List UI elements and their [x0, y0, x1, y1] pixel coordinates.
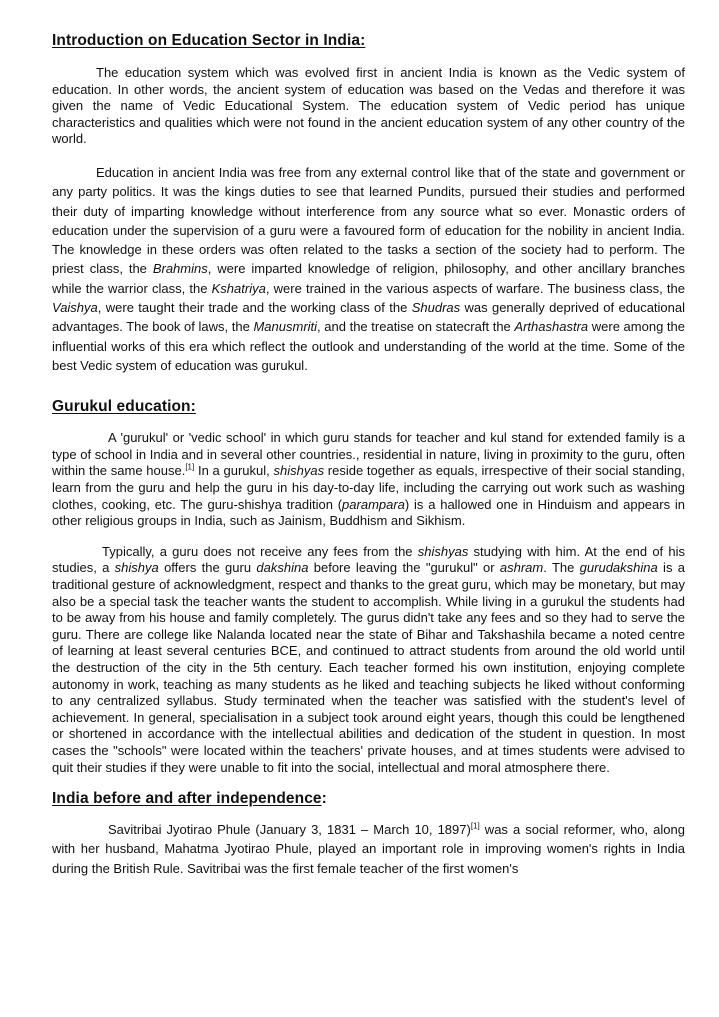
term-parampara: parampara	[342, 496, 405, 512]
term-shudras: Shudras	[411, 300, 461, 316]
text-run: were among the influential works of this era which reflect the outlook and understanding of the world at the time. Some of the best Vedic system of education was gurukul.	[52, 319, 685, 373]
section-heading-gurukul: Gurukul education:	[52, 398, 196, 416]
paragraph-gurukul-definition	[52, 430, 685, 530]
heading-colon: :	[321, 790, 327, 808]
paragraph-guru-fees	[52, 544, 685, 776]
term-shishya: shishya	[114, 560, 159, 576]
text-run: , were imparted knowledge of religion, philosophy, and other ancillary branches while the warrior class, the	[52, 261, 686, 296]
text-run: reside together as equals, irrespective of their social standing, learn from the guru and help the guru in his day-to-day life, including the carrying out work such as washing clothes, cooking, etc. The guru-shishya tradition (	[52, 463, 685, 512]
footnote-ref[interactable]: [1]	[470, 821, 480, 831]
footnote-ref[interactable]: [1]	[185, 463, 195, 473]
text-run: Savitribai Jyotirao Phule (January 3, 1831 – March 10, 1897)	[108, 822, 471, 838]
text-run: was a social reformer, who, along with her husband, Mahatma Jyotirao Phule, played an important role in improving women's rights in India during the British Rule. Savitribai was the first female teacher of the first women's	[52, 822, 685, 876]
text-run: ) is a hallowed one in Hinduism and appears in other religious groups in India, such as Jainism, Buddhism and Sikhism.	[52, 496, 685, 529]
paragraph-vedic-system: The education system which was evolved first in ancient India is known as the Vedic system of education. In other words, the ancient system of education was based on the Vedas and therefore it was given the name of Vedic Educational System. The education system of Vedic period has unique characteristics and qualities which were not found in the ancient education system of any other country of the world.	[52, 65, 685, 147]
term-shishyas: shishyas	[273, 463, 325, 479]
paragraph-ancient-education	[52, 163, 685, 375]
text-run: studying with him. At the end of his studies, a	[52, 543, 685, 576]
text-run: , were trained in the various aspects of warfare. The business class, the	[265, 280, 686, 296]
text-run: A 'gurukul' or 'vedic school' in which guru stands for teacher and kul stand for extended family is a type of school in India and in several other countries., residential in nature, living in proximity to the guru, often within the same house.	[52, 430, 685, 479]
paragraph-savitribai	[52, 820, 685, 878]
term-arthashastra: Arthashastra	[514, 319, 589, 335]
text-run: , were taught their trade and the working class of the	[97, 300, 412, 316]
text-run: was generally deprived of educational advantages. The book of laws, the	[52, 300, 686, 335]
text-run: Education in ancient India was free from any external control like that of the state and government or any party politics. It was the kings duties to see that learned Pundits, pursued their studies and performed their duty of imparting knowledge without interference from any source what so ever. Monastic orders of education under the supervision of a guru were a favoured form of education for the nobility in ancient India. The knowledge in these orders was often related to the tasks a section of the society had to perform. The priest class, the	[52, 164, 685, 277]
text-run: . The	[543, 560, 580, 576]
term-brahmins: Brahmins	[152, 261, 208, 277]
text-run: offers the guru	[158, 560, 257, 576]
section-heading-introduction: Introduction on Education Sector in India:	[52, 32, 366, 49]
term-manusmriti: Manusmriti	[253, 319, 318, 335]
heading-text: India before and after independence	[52, 790, 322, 808]
text-run: , and the treatise on statecraft the	[317, 319, 515, 335]
text-run: Typically, a guru does not receive any fees from the	[102, 543, 418, 559]
term-ashram: ashram	[499, 560, 544, 576]
term-gurudakshina: gurudakshina	[579, 560, 658, 576]
term-dakshina: dakshina	[256, 560, 309, 576]
term-vaishya: Vaishya	[52, 300, 98, 316]
text-run: is a traditional gesture of acknowledgment, respect and thanks to the great guru, which may be monetary, but may also be a special task the teacher wants the student to accomplish. While living in a gurukul the students had to be away from his house and family completely. The gurus didn't take any fees and so they had to serve the guru. There are college like Nalanda located near the state of Bihar and Takshashila became a noted centre of learning at least several centuries BCE, and continued to attract students from around the old world until the destruction of the city in the 5th century. Each teacher formed his own institution, enjoying complete autonomy in work, teaching as many students as he liked and teaching subjects he liked without conforming to any centralized syllabus. Study terminated when the teacher was satisfied with the student's level of achievement. In general, specialisation in a subject took around eight years, though this could be lengthened or shortened in accordance with the intellectual abilities and dedication of the student in question. In most cases the "schools" were located within the teachers' private houses, and at times students were advised to quit their studies if they were unable to fit into the social, intellectual and moral atmosphere there.	[52, 560, 685, 775]
text-run: before leaving the "gurukul" or	[308, 560, 500, 576]
term-shishyas: shishyas	[417, 543, 469, 559]
text-run: In a gurukul,	[194, 463, 274, 479]
term-kshatriya: Kshatriya	[211, 280, 266, 296]
section-heading-independence	[52, 790, 685, 808]
